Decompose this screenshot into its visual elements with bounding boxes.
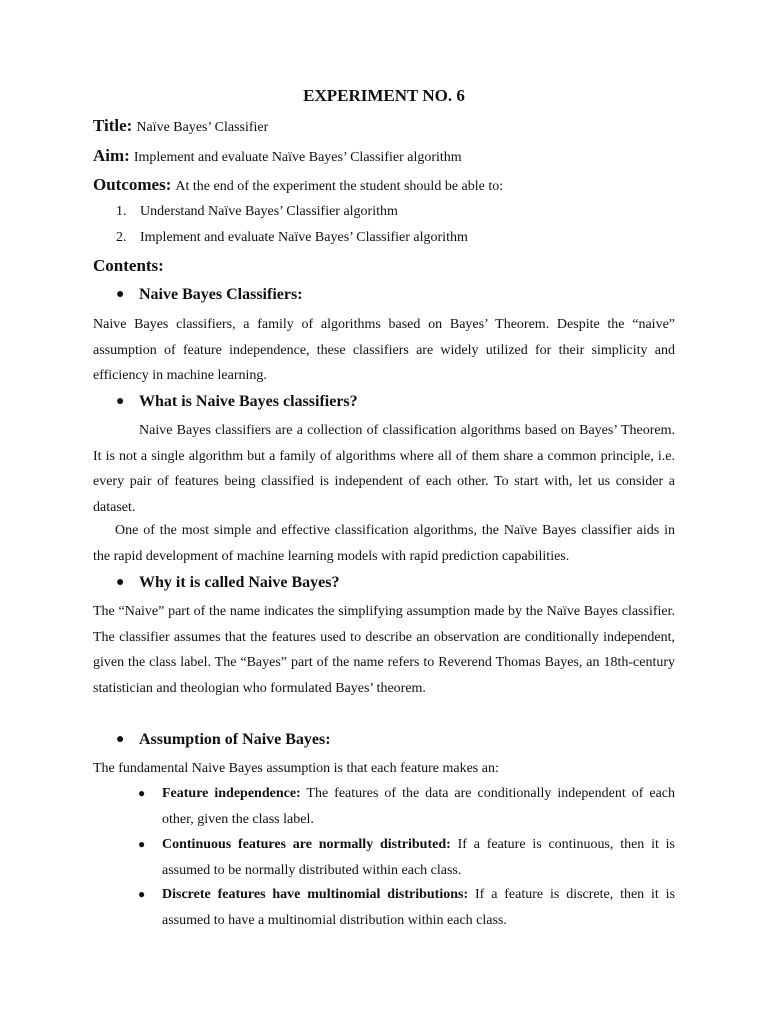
outcomes-row: [93, 175, 503, 195]
bullet-icon: ●: [138, 837, 146, 851]
assumption-text: If a feature is discrete, then it is assumed to have a multinomial distribution within each class.: [162, 887, 676, 928]
bullet-icon: ●: [116, 575, 125, 590]
outcome-item-number: 1.: [116, 204, 127, 219]
title-text: Naïve Bayes’ Classifier: [136, 120, 269, 135]
assumption-text: If a feature is continuous, then it is assumed to be normally distributed within each class.: [162, 837, 676, 878]
outcome-item-number: 2.: [116, 230, 127, 245]
bullet-icon: ●: [116, 394, 125, 409]
outcomes-text: At the end of the experiment the student should be able to:: [175, 179, 504, 194]
aim-text: Implement and evaluate Naïve Bayes’ Classifier algorithm: [133, 150, 462, 165]
section-heading: Naive Bayes Classifiers:: [139, 286, 303, 303]
section-paragraph: The “Naive” part of the name indicates the simplifying assumption made by the Naïve Bayes classifier. The classifier assumes that the features used to describe an observation are conditionally independent, given the class label. The “Bayes” part of the name refers to Reverend Thomas Bayes, an 18th-century statistician and theologian who formulated Bayes’ theorem.: [93, 604, 675, 696]
section-paragraph: Naive Bayes classifiers are a collection of classification algorithms based on Bayes’ Theorem. It is not a single algorithm but a family of algorithms where all of them share a common principle, i.e. every pair of features being classified is independent of each other. To start with, let us consider a dataset.: [93, 423, 675, 515]
assumption-term: Discrete features have multinomial distributions:: [162, 887, 469, 902]
section-heading: What is Naive Bayes classifiers?: [139, 393, 358, 410]
title-label: Title:: [93, 116, 133, 135]
contents-label: Contents:: [93, 256, 164, 275]
section-paragraph: The fundamental Naive Bayes assumption is that each feature makes an:: [93, 761, 499, 776]
section-heading: Assumption of Naive Bayes:: [139, 731, 331, 748]
section-paragraph: Naive Bayes classifiers, a family of algorithms based on Bayes’ Theorem. Despite the “naive” assumption of feature independence, these classifiers are widely utilized for their simplicity and efficiency in machine learning.: [93, 317, 675, 383]
bullet-icon: ●: [138, 786, 146, 800]
outcome-item-text: Implement and evaluate Naïve Bayes’ Classifier algorithm: [140, 230, 468, 245]
bullet-icon: ●: [116, 732, 125, 747]
outcomes-label: Outcomes:: [93, 175, 172, 194]
experiment-title: EXPERIMENT NO. 6: [303, 86, 465, 105]
assumption-item: [162, 781, 675, 832]
aim-label: Aim:: [93, 146, 130, 165]
bullet-icon: ●: [116, 287, 125, 302]
outcome-item: [116, 230, 468, 246]
assumption-text: The features of the data are conditionally independent of each other, given the class label.: [162, 786, 675, 827]
aim-row: [93, 146, 462, 166]
section-heading: Why it is called Naive Bayes?: [139, 574, 340, 591]
outcome-item-text: Understand Naïve Bayes’ Classifier algorithm: [140, 204, 398, 219]
section-paragraph: One of the most simple and effective classification algorithms, the Naïve Bayes classifier aids in the rapid development of machine learning models with rapid prediction capabilities.: [93, 523, 675, 564]
bullet-icon: ●: [138, 887, 146, 901]
assumption-item: [162, 832, 675, 883]
assumption-term: Continuous features are normally distributed:: [162, 837, 451, 852]
outcome-item: [116, 204, 398, 220]
assumption-item: [162, 882, 675, 933]
assumption-term: Feature independence:: [162, 786, 301, 801]
title-row: [93, 116, 268, 136]
